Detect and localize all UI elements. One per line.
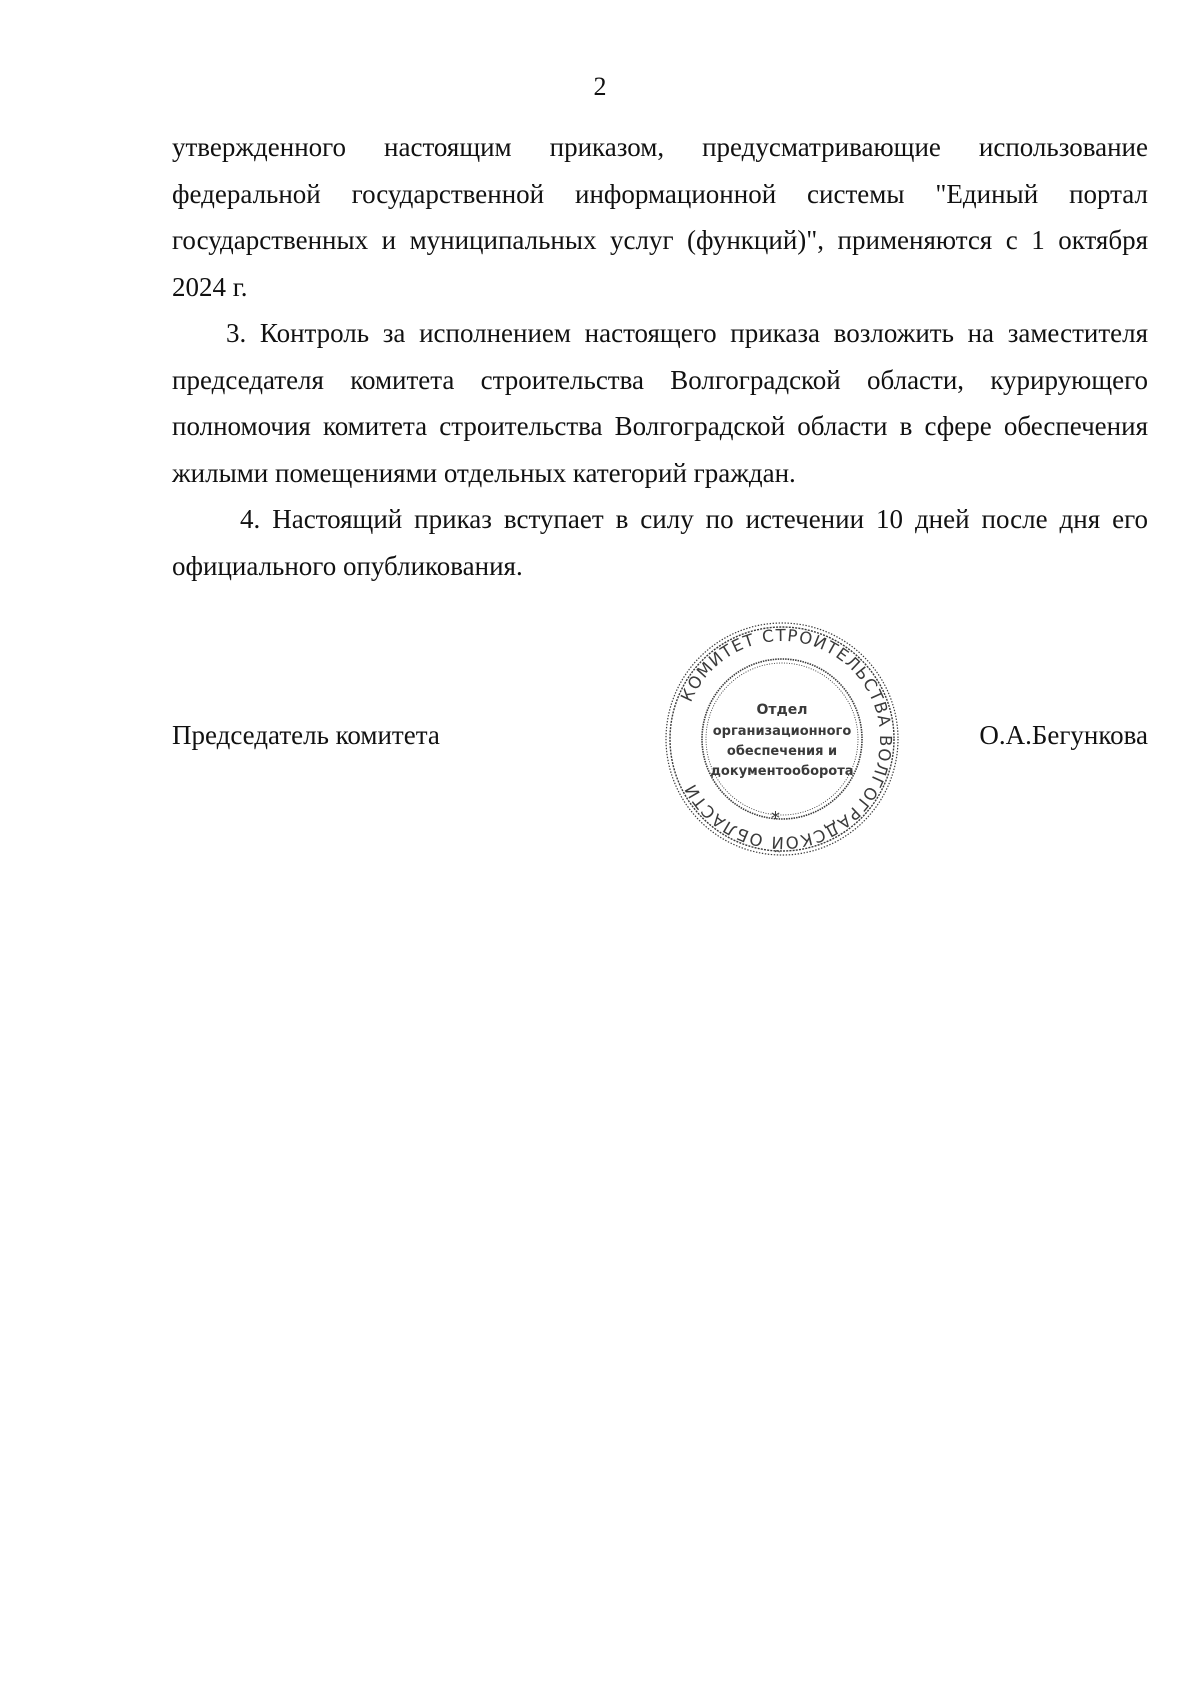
paragraph-continuation: утвержденного настоящим приказом, предусматривающие использование федеральной государственной информационной системы "Единый портал государственных и муниципальных услуг (функций)", применяются с 1 октября 2024 г. — [172, 132, 1148, 302]
official-seal-stamp — [663, 620, 901, 858]
svg-text:Отдел: Отдел — [756, 702, 808, 718]
paragraph-4: 4. Настоящий приказ вступает в силу по истечении 10 дней после дня его официального опубликования. — [172, 504, 1148, 581]
page-number: 2 — [593, 72, 607, 101]
svg-text:КОМИТЕТ СТРОИТЕЛЬСТВА ВОЛГОГРА: КОМИТЕТ СТРОИТЕЛЬСТВА ВОЛГОГРАДСКОЙ ОБЛАСТИ — [677, 625, 896, 853]
signature-name: О.А.Бегункова — [979, 720, 1148, 750]
document-body — [172, 124, 1148, 589]
svg-text:обеспечения и: обеспечения и — [726, 744, 838, 759]
svg-text:*: * — [771, 808, 780, 829]
svg-text:документооборота: документооборота — [710, 764, 854, 779]
signature-title: Председатель комитета — [172, 720, 440, 750]
paragraph-3: 3. Контроль за исполнением настоящего приказа возложить на заместителя председателя комитета строительства Волгоградской области, курирующего полномочия комитета строительства Волгоградской области в сфере обеспечения жилыми помещениями отдельных категорий граждан. — [172, 318, 1148, 488]
svg-text:организационного: организационного — [712, 724, 852, 739]
